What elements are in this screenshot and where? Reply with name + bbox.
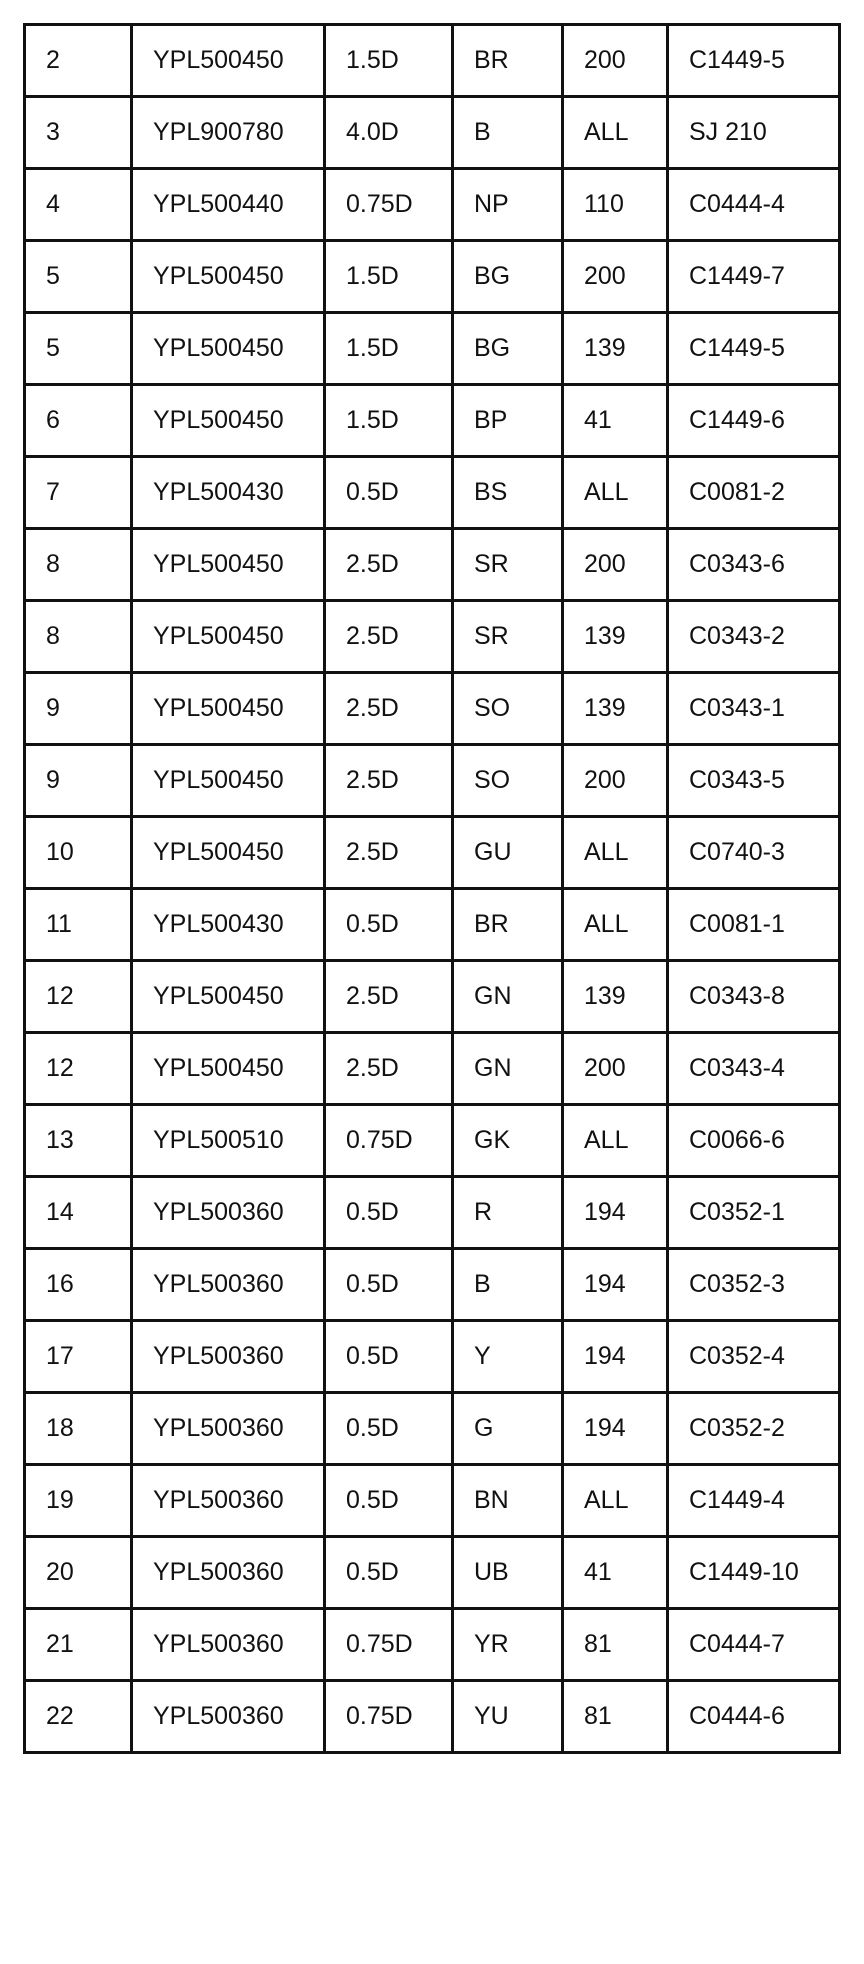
variant-cell: 139 xyxy=(563,313,668,385)
part-number-cell: YPL500360 xyxy=(132,1249,325,1321)
color-code-cell: GU xyxy=(453,817,563,889)
table-row xyxy=(25,961,840,1033)
part-number-cell: YPL500450 xyxy=(132,313,325,385)
table-row xyxy=(25,1465,840,1537)
size-cell: 1.5D xyxy=(325,25,453,97)
row-number-cell: 10 xyxy=(25,817,132,889)
size-cell: 0.75D xyxy=(325,169,453,241)
table-row xyxy=(25,1681,840,1753)
variant-cell: 81 xyxy=(563,1681,668,1753)
table-row xyxy=(25,457,840,529)
row-number-cell: 13 xyxy=(25,1105,132,1177)
connector-cell: C0352-4 xyxy=(668,1321,840,1393)
part-number-cell: YPL500430 xyxy=(132,457,325,529)
connector-cell: C0352-1 xyxy=(668,1177,840,1249)
color-code-cell: R xyxy=(453,1177,563,1249)
variant-cell: 200 xyxy=(563,25,668,97)
connector-cell: C0343-5 xyxy=(668,745,840,817)
color-code-cell: SO xyxy=(453,745,563,817)
color-code-cell: GK xyxy=(453,1105,563,1177)
connector-cell: C0444-7 xyxy=(668,1609,840,1681)
size-cell: 1.5D xyxy=(325,313,453,385)
table-row xyxy=(25,1177,840,1249)
variant-cell: 200 xyxy=(563,529,668,601)
size-cell: 0.5D xyxy=(325,1537,453,1609)
variant-cell: ALL xyxy=(563,457,668,529)
row-number-cell: 12 xyxy=(25,1033,132,1105)
table-row xyxy=(25,889,840,961)
color-code-cell: UB xyxy=(453,1537,563,1609)
connector-cell: SJ 210 xyxy=(668,97,840,169)
color-code-cell: G xyxy=(453,1393,563,1465)
size-cell: 0.5D xyxy=(325,457,453,529)
row-number-cell: 5 xyxy=(25,241,132,313)
color-code-cell: GN xyxy=(453,961,563,1033)
color-code-cell: SR xyxy=(453,529,563,601)
variant-cell: 110 xyxy=(563,169,668,241)
part-number-cell: YPL500360 xyxy=(132,1177,325,1249)
color-code-cell: GN xyxy=(453,1033,563,1105)
variant-cell: 194 xyxy=(563,1393,668,1465)
size-cell: 1.5D xyxy=(325,241,453,313)
connector-cell: C0343-6 xyxy=(668,529,840,601)
table-row xyxy=(25,385,840,457)
color-code-cell: YR xyxy=(453,1609,563,1681)
part-number-cell: YPL500440 xyxy=(132,169,325,241)
connector-cell: C1449-5 xyxy=(668,25,840,97)
color-code-cell: YU xyxy=(453,1681,563,1753)
row-number-cell: 17 xyxy=(25,1321,132,1393)
size-cell: 0.5D xyxy=(325,1393,453,1465)
color-code-cell: SO xyxy=(453,673,563,745)
table-row xyxy=(25,1609,840,1681)
row-number-cell: 14 xyxy=(25,1177,132,1249)
row-number-cell: 3 xyxy=(25,97,132,169)
table-row xyxy=(25,1537,840,1609)
size-cell: 0.5D xyxy=(325,1249,453,1321)
connector-cell: C0343-1 xyxy=(668,673,840,745)
color-code-cell: BR xyxy=(453,889,563,961)
variant-cell: 41 xyxy=(563,1537,668,1609)
size-cell: 2.5D xyxy=(325,745,453,817)
variant-cell: 139 xyxy=(563,961,668,1033)
variant-cell: ALL xyxy=(563,97,668,169)
size-cell: 0.75D xyxy=(325,1609,453,1681)
color-code-cell: BR xyxy=(453,25,563,97)
connector-cell: C0343-4 xyxy=(668,1033,840,1105)
part-number-cell: YPL500450 xyxy=(132,385,325,457)
part-number-cell: YPL500360 xyxy=(132,1537,325,1609)
part-number-cell: YPL500360 xyxy=(132,1681,325,1753)
part-number-cell: YPL500360 xyxy=(132,1609,325,1681)
connector-cell: C1449-5 xyxy=(668,313,840,385)
table-row xyxy=(25,241,840,313)
part-number-cell: YPL500360 xyxy=(132,1465,325,1537)
part-number-cell: YPL500360 xyxy=(132,1321,325,1393)
color-code-cell: BG xyxy=(453,241,563,313)
table-row xyxy=(25,169,840,241)
variant-cell: 194 xyxy=(563,1321,668,1393)
size-cell: 0.5D xyxy=(325,1177,453,1249)
color-code-cell: NP xyxy=(453,169,563,241)
variant-cell: ALL xyxy=(563,1105,668,1177)
part-number-cell: YPL500450 xyxy=(132,25,325,97)
row-number-cell: 7 xyxy=(25,457,132,529)
variant-cell: 200 xyxy=(563,1033,668,1105)
size-cell: 0.5D xyxy=(325,1321,453,1393)
wiring-table-container xyxy=(23,23,838,1754)
row-number-cell: 20 xyxy=(25,1537,132,1609)
size-cell: 0.75D xyxy=(325,1681,453,1753)
row-number-cell: 18 xyxy=(25,1393,132,1465)
part-number-cell: YPL900780 xyxy=(132,97,325,169)
row-number-cell: 2 xyxy=(25,25,132,97)
row-number-cell: 8 xyxy=(25,529,132,601)
connector-cell: C0343-2 xyxy=(668,601,840,673)
part-number-cell: YPL500430 xyxy=(132,889,325,961)
table-row xyxy=(25,97,840,169)
variant-cell: 81 xyxy=(563,1609,668,1681)
size-cell: 0.75D xyxy=(325,1105,453,1177)
size-cell: 2.5D xyxy=(325,961,453,1033)
size-cell: 2.5D xyxy=(325,529,453,601)
connector-cell: C1449-6 xyxy=(668,385,840,457)
size-cell: 2.5D xyxy=(325,1033,453,1105)
color-code-cell: BS xyxy=(453,457,563,529)
row-number-cell: 9 xyxy=(25,673,132,745)
variant-cell: 41 xyxy=(563,385,668,457)
row-number-cell: 11 xyxy=(25,889,132,961)
table-row xyxy=(25,601,840,673)
color-code-cell: BG xyxy=(453,313,563,385)
size-cell: 2.5D xyxy=(325,601,453,673)
table-row xyxy=(25,1249,840,1321)
variant-cell: 200 xyxy=(563,745,668,817)
size-cell: 4.0D xyxy=(325,97,453,169)
color-code-cell: SR xyxy=(453,601,563,673)
part-number-cell: YPL500360 xyxy=(132,1393,325,1465)
table-row xyxy=(25,25,840,97)
part-number-cell: YPL500510 xyxy=(132,1105,325,1177)
connector-cell: C0066-6 xyxy=(668,1105,840,1177)
table-row xyxy=(25,673,840,745)
part-number-cell: YPL500450 xyxy=(132,241,325,313)
row-number-cell: 9 xyxy=(25,745,132,817)
variant-cell: 200 xyxy=(563,241,668,313)
part-number-cell: YPL500450 xyxy=(132,529,325,601)
row-number-cell: 6 xyxy=(25,385,132,457)
row-number-cell: 12 xyxy=(25,961,132,1033)
variant-cell: ALL xyxy=(563,889,668,961)
row-number-cell: 22 xyxy=(25,1681,132,1753)
size-cell: 2.5D xyxy=(325,673,453,745)
row-number-cell: 8 xyxy=(25,601,132,673)
variant-cell: 194 xyxy=(563,1177,668,1249)
part-number-cell: YPL500450 xyxy=(132,745,325,817)
table-row xyxy=(25,1105,840,1177)
row-number-cell: 21 xyxy=(25,1609,132,1681)
table-row xyxy=(25,1033,840,1105)
part-number-cell: YPL500450 xyxy=(132,817,325,889)
connector-cell: C0352-3 xyxy=(668,1249,840,1321)
connector-cell: C0352-2 xyxy=(668,1393,840,1465)
connector-cell: C0444-6 xyxy=(668,1681,840,1753)
table-row xyxy=(25,1321,840,1393)
color-code-cell: B xyxy=(453,1249,563,1321)
size-cell: 0.5D xyxy=(325,889,453,961)
part-number-cell: YPL500450 xyxy=(132,601,325,673)
connector-cell: C0081-2 xyxy=(668,457,840,529)
table-row xyxy=(25,313,840,385)
variant-cell: ALL xyxy=(563,1465,668,1537)
variant-cell: ALL xyxy=(563,817,668,889)
table-row xyxy=(25,817,840,889)
table-row xyxy=(25,1393,840,1465)
row-number-cell: 4 xyxy=(25,169,132,241)
row-number-cell: 19 xyxy=(25,1465,132,1537)
variant-cell: 139 xyxy=(563,601,668,673)
connector-cell: C1449-10 xyxy=(668,1537,840,1609)
connector-cell: C0740-3 xyxy=(668,817,840,889)
variant-cell: 194 xyxy=(563,1249,668,1321)
part-number-cell: YPL500450 xyxy=(132,673,325,745)
color-code-cell: Y xyxy=(453,1321,563,1393)
part-number-cell: YPL500450 xyxy=(132,961,325,1033)
size-cell: 0.5D xyxy=(325,1465,453,1537)
connector-cell: C0343-8 xyxy=(668,961,840,1033)
table-row xyxy=(25,529,840,601)
size-cell: 1.5D xyxy=(325,385,453,457)
connector-cell: C0444-4 xyxy=(668,169,840,241)
size-cell: 2.5D xyxy=(325,817,453,889)
row-number-cell: 5 xyxy=(25,313,132,385)
table-row xyxy=(25,745,840,817)
connector-cell: C1449-4 xyxy=(668,1465,840,1537)
row-number-cell: 16 xyxy=(25,1249,132,1321)
wiring-table-body xyxy=(25,25,840,1753)
variant-cell: 139 xyxy=(563,673,668,745)
wiring-table xyxy=(23,23,841,1754)
part-number-cell: YPL500450 xyxy=(132,1033,325,1105)
color-code-cell: B xyxy=(453,97,563,169)
color-code-cell: BP xyxy=(453,385,563,457)
color-code-cell: BN xyxy=(453,1465,563,1537)
connector-cell: C1449-7 xyxy=(668,241,840,313)
connector-cell: C0081-1 xyxy=(668,889,840,961)
